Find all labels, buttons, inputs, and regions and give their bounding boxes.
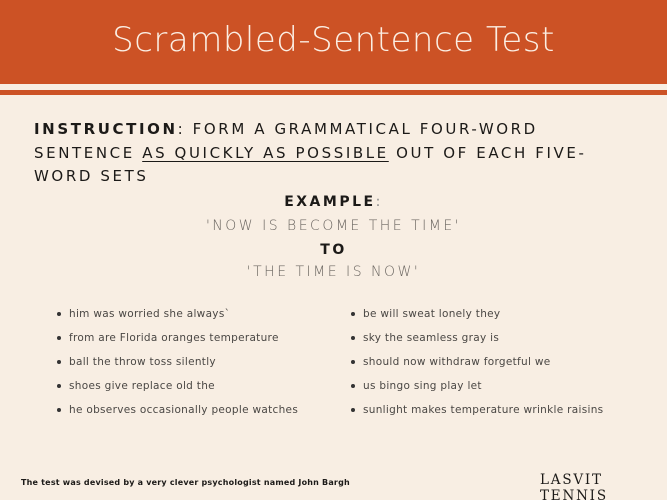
brand-logo-text: LASVIT TENNIS	[540, 472, 608, 500]
instruction-emphasis: AS QUICKLY AS POSSIBLE	[142, 143, 389, 162]
word-set-list-right	[351, 306, 651, 426]
list-item: shoes give replace old the	[57, 378, 347, 402]
example-answer-sentence: 'THE TIME IS NOW'	[246, 264, 421, 280]
instruction-text-before: : FORM A GRAMMATICAL FOUR-WORD SENTENCE	[34, 120, 538, 162]
footer-note: The test was devised by a very clever psychologist named John Bargh	[21, 478, 350, 487]
example-heading-colon: :	[375, 194, 383, 210]
example-to-label: TO	[320, 242, 347, 258]
instruction-text-after: OUT OF EACH FIVE-WORD SETS	[34, 143, 587, 185]
header-divider-stripe	[0, 90, 667, 95]
list-item: he observes occasionally people watches	[57, 402, 347, 426]
instruction-text	[34, 118, 634, 189]
word-set-list-left	[57, 306, 347, 426]
example-heading-label: EXAMPLE	[284, 194, 376, 210]
list-item: sunlight makes temperature wrinkle raisins	[351, 402, 651, 426]
list-item: ball the throw toss silently	[57, 354, 347, 378]
list-item: him was worried she always`	[57, 306, 347, 330]
page-title: Scrambled-Sentence Test	[112, 20, 555, 60]
list-item: should now withdraw forgetful we	[351, 354, 651, 378]
list-item: sky the seamless gray is	[351, 330, 651, 354]
example-heading	[0, 194, 667, 210]
example-scrambled-sentence: 'NOW IS BECOME THE TIME'	[205, 218, 462, 234]
list-item: from are Florida oranges temperature	[57, 330, 347, 354]
list-item: be will sweat lonely they	[351, 306, 651, 330]
header-banner	[0, 0, 667, 84]
instruction-lead: INSTRUCTION	[34, 120, 178, 138]
list-item: us bingo sing play let	[351, 378, 651, 402]
